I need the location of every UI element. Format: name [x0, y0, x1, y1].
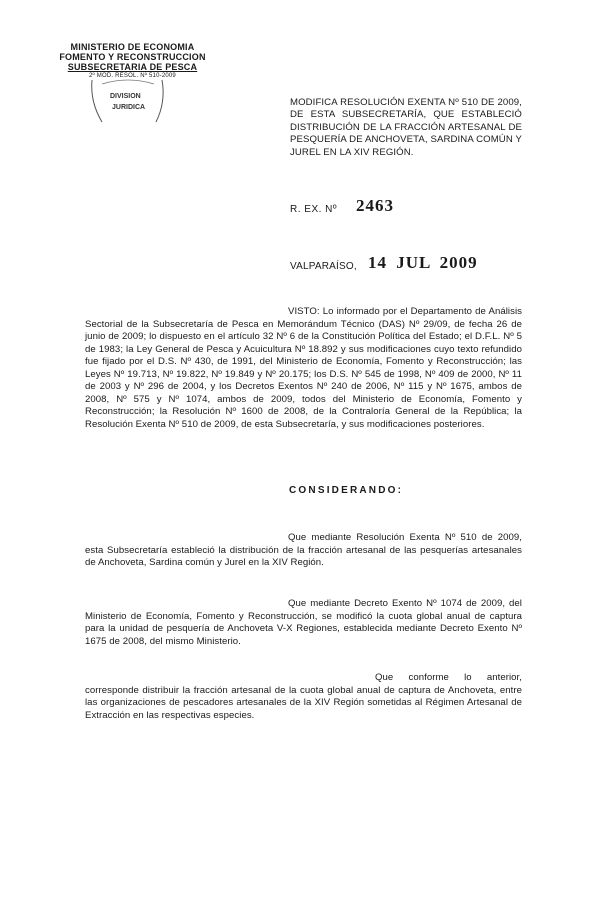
dateline-date: 14 JUL 2009: [368, 253, 478, 272]
stamp-line2: JURIDICA: [112, 104, 146, 111]
stamp-line1: DIVISION: [110, 93, 141, 100]
considerando-item-2: Que mediante Decreto Exento Nº 1074 de 2009, del Ministerio de Economía, Fomento y Reconstrucción, se modificó la cuota global anual de captura para la unidad de pesquería de Anchoveta V-X Regiones, establecida mediante Decreto Exento Nº 1675 de 2008, del mismo Ministerio.: [85, 598, 522, 647]
considerando-item-3: Que conforme lo anterior, corresponde distribuir la fracción artesanal de la cuota global anual de captura de Anchoveta, entre las organizaciones de pescadores artesanales de la XIV Región sometidas al Régimen Artesanal de Extracción en las respectivas especies.: [85, 672, 522, 721]
letterhead-reference: 2º MOD. RESOL. Nº 510-2009: [89, 73, 176, 79]
division-juridica-stamp: [88, 78, 168, 124]
dateline-place: VALPARAÍSO,: [290, 261, 357, 272]
resolution-number: 2463: [356, 196, 394, 215]
considerando-item-1: Que mediante Resolución Exenta Nº 510 de 2009, esta Subsecretaría estableció la distribución de la fracción artesanal de las pesquerías artesanales de Anchoveta, Sardina común y Jurel en la XIV Región.: [85, 532, 522, 568]
letterhead: [50, 42, 215, 80]
visto-paragraph: VISTO: Lo informado por el Departamento de Análisis Sectorial de la Subsecretaría de Pesca en Memorándum Técnico (DAS) Nº 29/09, de fecha 26 de junio de 2009; lo dispuesto en el artículo 32 Nº 6 de la Constitución Política del Estado; el D.F.L. Nº 5 de 1983; la Ley General de Pesca y Acuicultura Nº 18.892 y sus modificaciones cuyo texto refundido fue fijado por el D.S. Nº 430, de 1991, del Ministerio de Economía, Fomento y Reconstrucción; las Leyes Nº 19.713, Nº 19.822, Nº 19.849 y Nº 20.175; los D.S. Nº 545 de 1998, Nº 409 de 2000, Nº 11 de 2003 y Nº 296 de 2004, y los Decretos Exentos Nº 240 de 2006, Nº 115 y Nº 1675, ambos de 2008, Nº 575 y Nº 1074, ambos de 2009, todos del Ministerio de Economía, Fomento y Reconstrucción; la Resolución Nº 1600 de 2008, de la Contraloría General de la República; la Resolución Exenta Nº 510 de 2009, de esta Subsecretaría, y sus modificaciones posteriores.: [85, 306, 522, 430]
letterhead-ministry: MINISTERIO DE ECONOMIA: [70, 42, 195, 52]
resolution-label: R. EX. Nº: [290, 204, 338, 215]
letterhead-ministry-cont: FOMENTO Y RECONSTRUCCION: [59, 52, 206, 62]
considerando-heading: CONSIDERANDO:: [289, 485, 404, 496]
letterhead-subsecretaria: SUBSECRETARIA DE PESCA: [67, 62, 198, 72]
document-title: MODIFICA RESOLUCIÓN EXENTA Nº 510 DE 2009, DE ESTA SUBSECRETARÍA, QUE ESTABLECIÓ DISTRIBUCIÓN DE LA FRACCIÓN ARTESANAL DE PESQUERÍA DE ANCHOVETA, SARDINA COMÚN Y JUREL EN LA XIV REGIÓN.: [290, 97, 522, 158]
